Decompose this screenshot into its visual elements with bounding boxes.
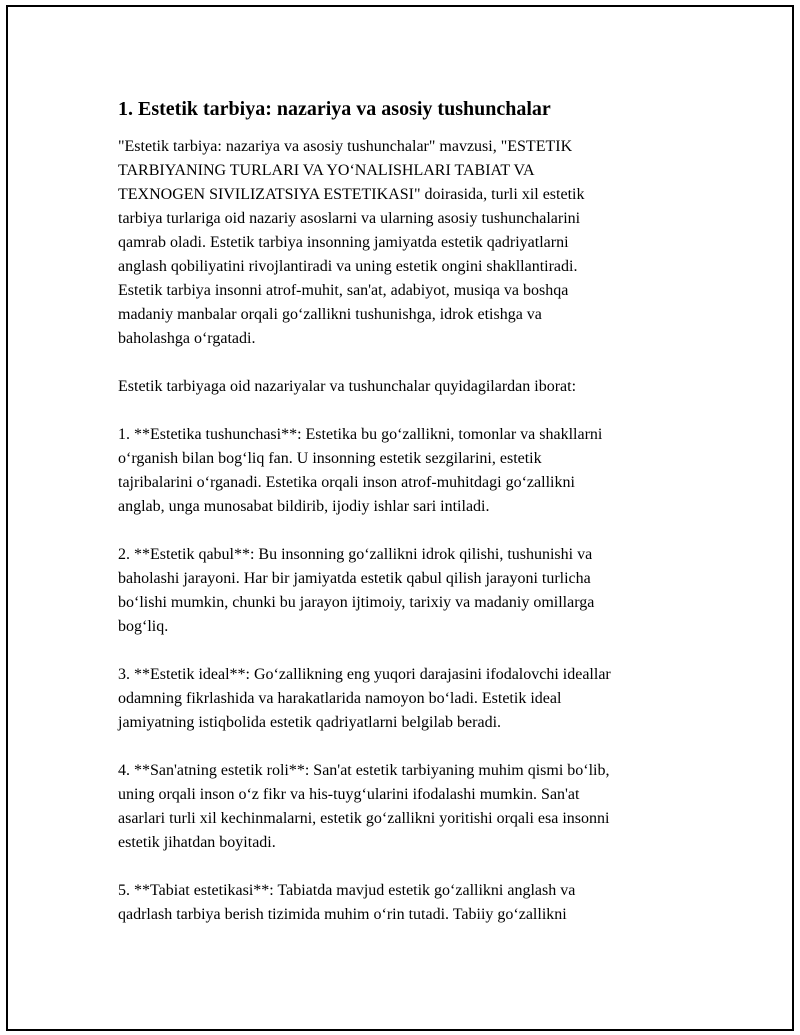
list-item-tabiat-estetikasi: 5. **Tabiat estetikasi**: Tabiatda mavjud estetik go‘zallikni anglash va qadrlash tarbiya berish tizimida muhim o‘rin tutadi. Tabiiy go‘zallikni — [118, 882, 576, 923]
intro-paragraph: "Estetik tarbiya: nazariya va asosiy tushunchalar" mavzusi, "ESTETIK TARBIYANING TURLARI VA YO‘NALISHLARI TABIAT VA TEXNOGEN SIVILIZATSIYA ESTETIKASI" doirasida, turli xil estetik tarbiya turlariga oid nazariy asoslarni va ularning asosiy tushunchalarini qamrab oladi. Estetik tarbiya insonning jamiyatda estetik qadriyatlarni anglash qobiliyatini rivojlantiradi va uning estetik ongini shakllantiradi. Estetik tarbiya insonni atrof-muhit, san'at, adabiyot, musiqa va boshqa madaniy manbalar orqali go‘zallikni tushunishga, idrok etishga va baholashga o‘rgatadi. — [118, 138, 585, 347]
document-page — [6, 5, 794, 1031]
document-title: 1. Estetik tarbiya: nazariya va asosiy tushunchalar — [118, 98, 551, 120]
document-body — [118, 97, 698, 951]
list-intro-paragraph: Estetik tarbiyaga oid nazariyalar va tushunchalar quyidagilardan iborat: — [118, 378, 577, 395]
list-item-estetik-ideal: 3. **Estetik ideal**: Go‘zallikning eng yuqori darajasini ifodalovchi ideallar odamning fikrlashida va harakatlarida namoyon bo‘ladi. Estetik ideal jamiyatning istiqbolida estetik qadriyatlarni belgilab beradi. — [118, 666, 611, 731]
list-item-sanatning-estetik-roli: 4. **San'atning estetik roli**: San'at estetik tarbiyaning muhim qismi bo‘lib, uning orqali inson o‘z fikr va his-tuyg‘ularini ifodalashi mumkin. San'at asarlari turli xil kechinmalarni, estetik go‘zallikni yoritishi orqali esa insonni estetik jihatdan boyitadi. — [118, 762, 610, 851]
list-item-estetik-qabul: 2. **Estetik qabul**: Bu insonning go‘zallikni idrok qilishi, tushunishi va baholashi jarayoni. Har bir jamiyatda estetik qabul qilish jarayoni turlicha bo‘lishi mumkin, chunki bu jarayon ijtimoiy, tarixiy va madaniy omillarga bog‘liq. — [118, 546, 595, 635]
list-item-estetika-tushunchasi: 1. **Estetika tushunchasi**: Estetika bu go‘zallikni, tomonlar va shakllarni o‘rganish bilan bog‘liq fan. U insonning estetik sezgilarini, estetik tajribalarini o‘rganadi. Estetika orqali inson atrof-muhitdagi go‘zallikni anglab, unga munosabat bildirib, ijodiy ishlar sari intiladi. — [118, 426, 603, 515]
